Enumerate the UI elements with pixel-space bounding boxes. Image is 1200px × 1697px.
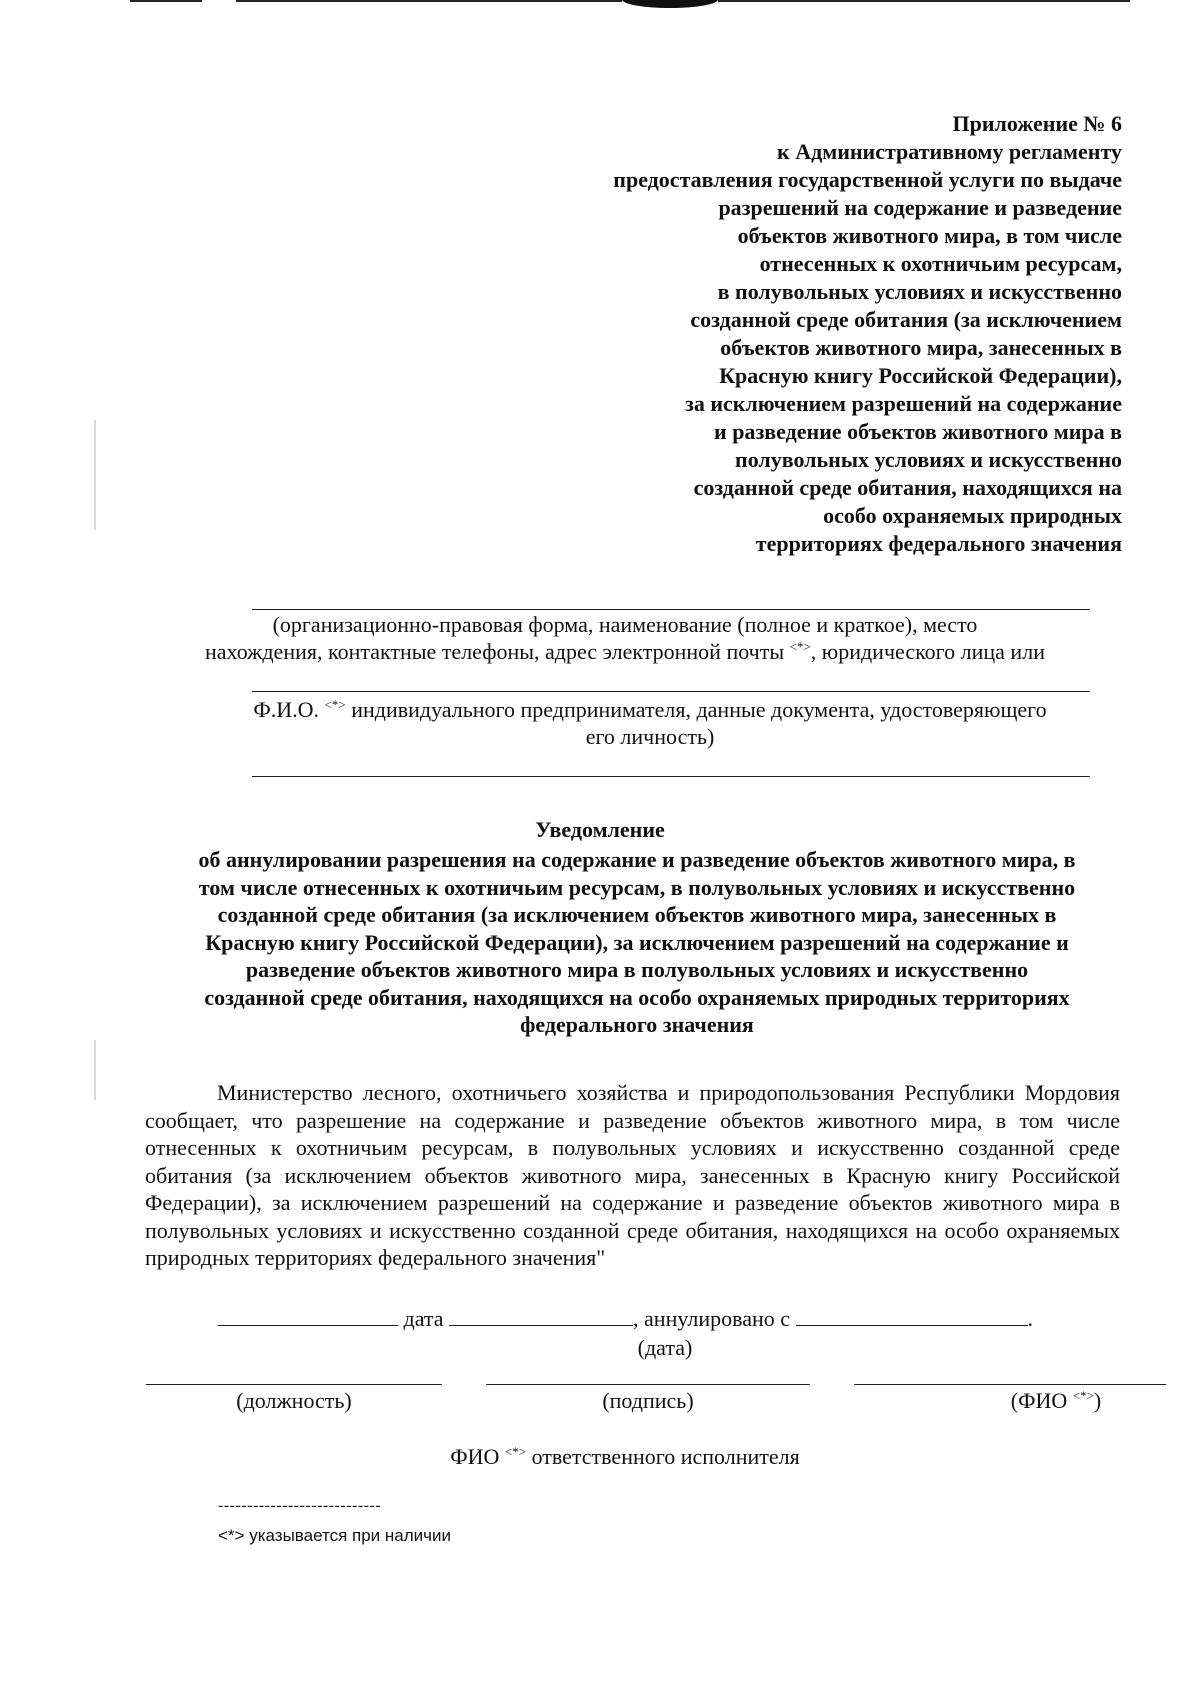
recipient-caption-org [150,611,1100,665]
signature-line[interactable] [486,1384,810,1385]
caption-line [150,638,1100,665]
footnote-text: <*> указывается при наличии [218,1526,451,1545]
caption-line: его личность) [585,724,715,749]
asterisk-mark: <*> [789,639,811,654]
asterisk-mark: <*> [504,1444,527,1459]
annex-line: предоставления государственной услуги по выдаче [613,167,1122,192]
scan-edge-line [130,0,202,2]
annex-line: полувольных условиях и искусственно [735,447,1122,472]
caption-text: Ф.И.О. [253,697,325,722]
number-blank[interactable] [218,1307,398,1326]
notice-title-line: федерального значения [520,1012,754,1037]
annex-line: особо охраняемых природных [823,503,1122,528]
scan-margin-mark [94,420,96,530]
notice-title-line: том числе отнесенных к охотничьим ресурсам, в полувольных условиях и искусственно [198,874,1076,900]
annex-line: созданной среде обитания (за исключением [690,307,1122,332]
fio-line[interactable] [854,1384,1166,1385]
scan-top-edge [0,0,1200,10]
responsible-text: ФИО [450,1444,505,1469]
position-line[interactable] [146,1384,442,1385]
scan-blot [622,0,718,8]
caption-line: (организационно-правовая форма, наименование (полное и краткое), место [272,612,978,637]
annex-line: созданной среде обитания, находящихся на [693,475,1122,500]
notice-body: Министерство лесного, охотничьего хозяйства и природопользования Республики Мордовия сообщает, что разрешение на содержание и разведение объектов животного мира, в том числе отнесенных к охотничьим ресурсам, в полувольных условиях и искусственно созданной среде обитания (за исключением объектов животного мира, занесенных в Красную книгу Российской Федерации), за исключением разрешений на содержание и разведение объектов животного мира в полувольных условиях и искусственно созданной среде обитания, находящихся на особо охраняемых природных территориях федерального значения" [145,1080,1120,1270]
fio-text: ) [1093,1388,1102,1413]
position-label: (должность) [236,1388,352,1413]
recipient-fill-line[interactable] [252,691,1090,692]
annex-line: отнесенных к охотничьим ресурсам, [759,251,1122,276]
recipient-fill-line[interactable] [252,776,1090,777]
end-mark: . [1027,1306,1034,1331]
annex-line: территориях федерального значения [755,531,1122,556]
caption-text: , юридического лица или [810,639,1045,664]
footnote-separator: ---------------------------- [218,1497,382,1514]
signature-label: (подпись) [602,1388,694,1413]
recipient-fill-line[interactable] [252,609,1090,610]
annex-line: разрешений на содержание и разведение [718,195,1122,220]
caption-text: индивидуального предпринимателя, данные документа, удостоверяющего [345,697,1047,722]
notice-title-line: об аннулировании разрешения на содержание и разведение объектов животного мира, в [198,847,1076,872]
notice-title [140,846,1134,1039]
responsible-executor [0,1444,1200,1470]
scan-margin-mark [94,1040,96,1100]
annulled-label: , аннулировано с [633,1306,791,1331]
date-caption: (дата) [637,1335,693,1360]
fio-text: (ФИО [1010,1388,1073,1413]
annex-line: и разведение объектов животного мира в [714,419,1122,444]
date-field-row [218,1306,1033,1332]
scan-edge-line [236,0,622,2]
caption-line [170,696,1130,723]
notice-heading: Уведомление [535,817,665,842]
notice-title-line: Красную книгу Российской Федерации), за исключением разрешений на содержание и [205,929,1069,955]
date-blank[interactable] [449,1307,633,1326]
notice-title-line: созданной среде обитания, находящихся на особо охраняемых природных территориях [204,984,1070,1010]
fio-label [900,1388,1200,1414]
responsible-text: ответственного исполнителя [526,1444,800,1469]
date-label: дата [403,1306,444,1331]
annex-line: к Административному регламенту [777,139,1122,164]
caption-text: нахождения, контактные телефоны, адрес электронной почты [205,639,790,664]
annex-line: объектов животного мира, занесенных в [720,335,1122,360]
annex-line: Приложение № 6 [952,111,1122,136]
annex-header [502,110,1122,558]
annex-line: в полувольных условиях и искусственно [717,279,1122,304]
annex-line: Красную книгу Российской Федерации), [719,363,1122,388]
annex-line: за исключением разрешений на содержание [685,391,1122,416]
notice-title-line: разведение объектов животного мира в полувольных условиях и искусственно [245,957,1029,982]
recipient-caption-person [170,696,1130,750]
notice-title-line: созданной среде обитания (за исключением объектов животного мира, занесенных в [217,902,1057,927]
annex-line: объектов животного мира, в том числе [737,223,1122,248]
asterisk-mark: <*> [324,697,346,712]
annulled-date-blank[interactable] [796,1307,1028,1326]
scan-edge-line [718,0,1130,2]
asterisk-mark: <*> [1072,1388,1094,1403]
